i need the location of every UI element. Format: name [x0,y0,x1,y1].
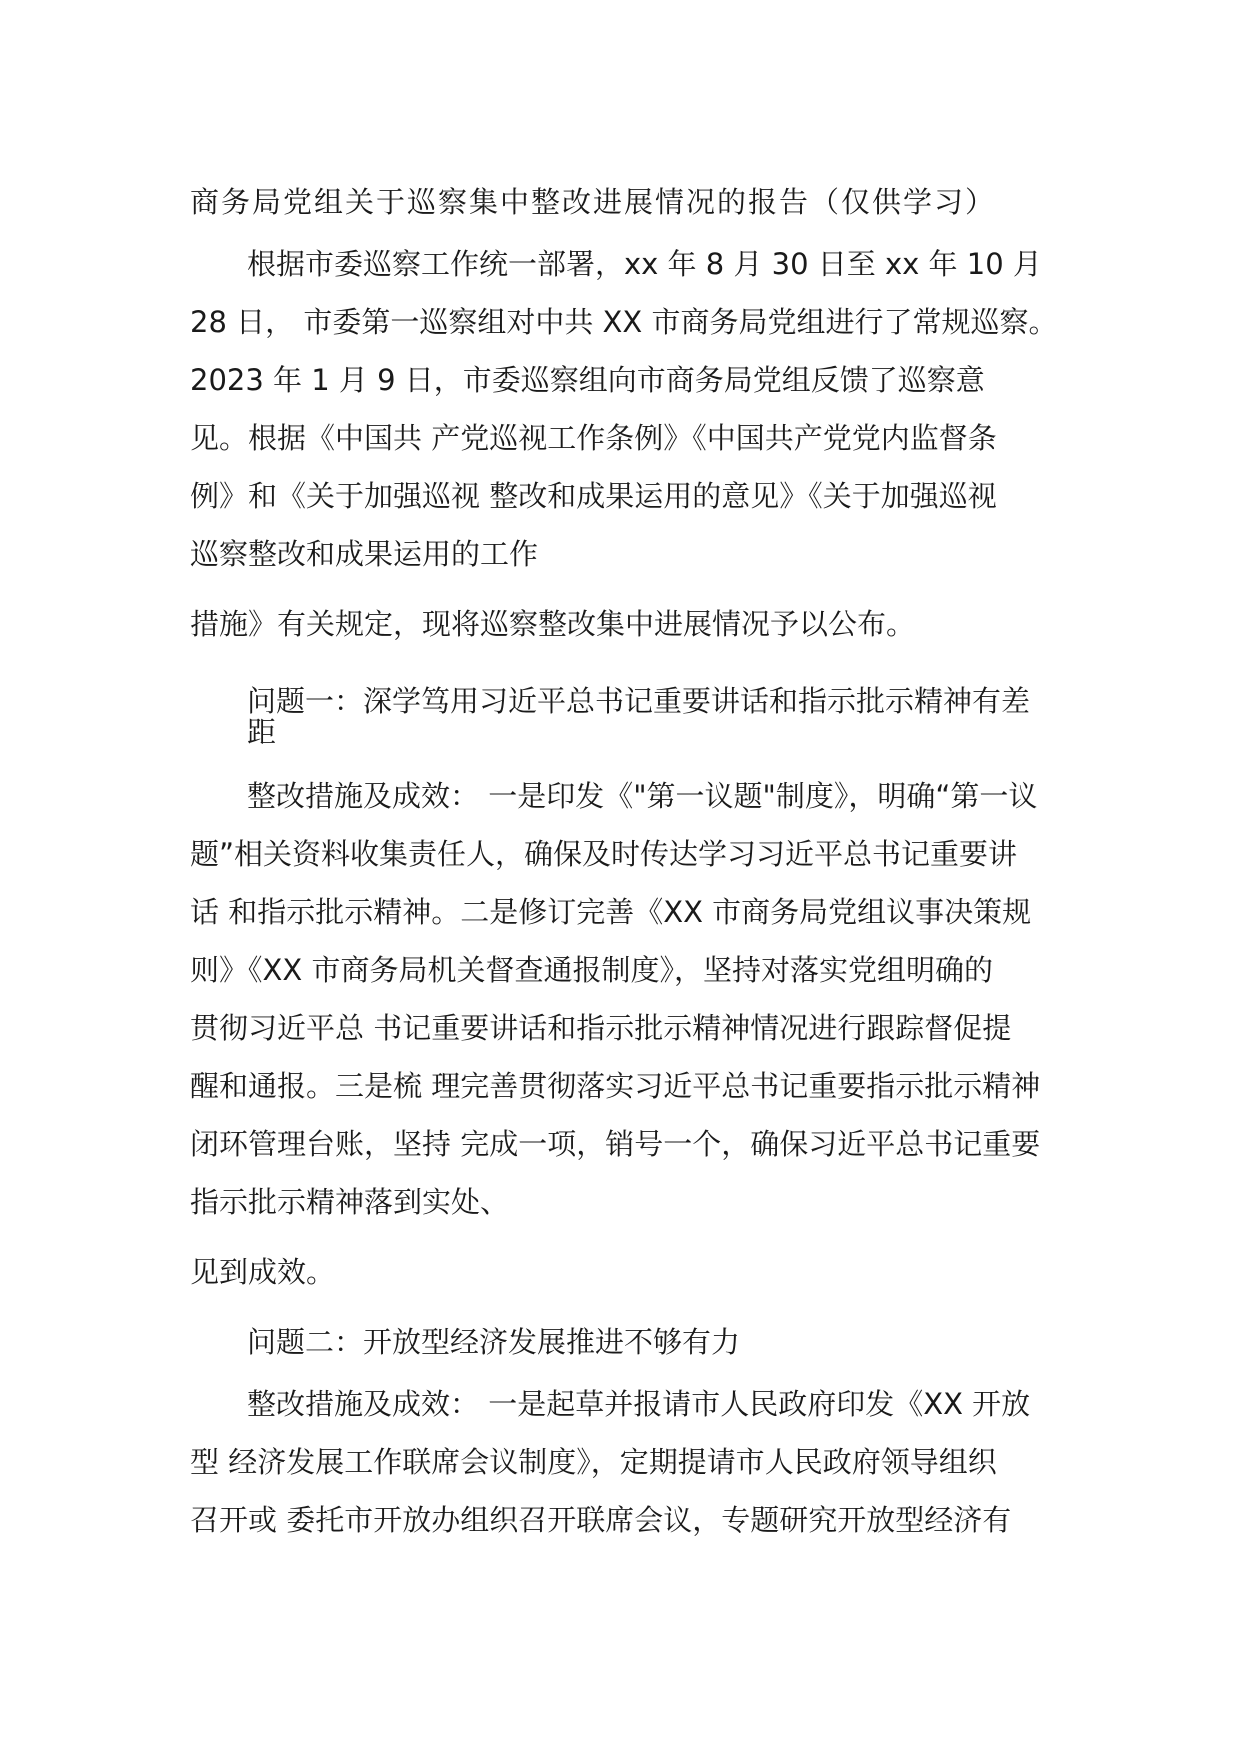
paragraph-line: 根据市委巡察工作统一部署，xx 年 8 月 30 日至 xx 年 10 月 [247,247,1042,281]
paragraph-line: 型 经济发展工作联席会议制度》，定期提请市人民政府领导组织 [190,1445,997,1479]
paragraph-line: 召开或 委托市开放办组织召开联席会议，专题研究开放型经济有 [190,1503,1012,1537]
paragraph-line: 巡察整改和成果运用的工作 [190,537,539,571]
paragraph-line: 则》《XX 市商务局机关督查通报制度》，坚持对落实党组明确的 [190,953,993,987]
issue-heading-continued: 距 [247,715,277,749]
paragraph-line: 指示批示精神落到实处、 [190,1185,510,1219]
paragraph-line: 例》和《关于加强巡视 整改和成果运用的意见》《关于加强巡视 [190,479,997,513]
paragraph-line: 整改措施及成效： 一是印发《"第一议题"制度》，明确“第一议 [247,779,1038,813]
paragraph-line: 见。根据《中国共 产党巡视工作条例》《中国共产党党内监督条 [190,421,997,455]
paragraph-line: 题”相关资料收集责任人，确保及时传达学习习近平总书记重要讲 [190,837,1018,871]
paragraph-line: 措施》有关规定，现将巡察整改集中进展情况予以公布。 [190,607,916,641]
paragraph-line: 28 日， 市委第一巡察组对中共 XX 市商务局党组进行了常规巡察。 [190,305,1058,339]
document-title: 商务局党组关于巡察集中整改进展情况的报告（仅供学习） [190,185,997,219]
paragraph-line: 整改措施及成效： 一是起草并报请市人民政府印发《XX 开放 [247,1387,1031,1421]
paragraph-line: 见到成效。 [190,1255,336,1289]
paragraph-line: 话 和指示批示精神。二是修订完善《XX 市商务局党组议事决策规 [190,895,1032,929]
issue-heading: 问题二：开放型经济发展推进不够有力 [247,1325,741,1359]
paragraph-line: 闭环管理台账，坚持 完成一项，销号一个，确保习近平总书记重要 [190,1127,1041,1161]
paragraph-line: 贯彻习近平总 书记重要讲话和指示批示精神情况进行跟踪督促提 [190,1011,1012,1045]
paragraph-line: 2023 年 1 月 9 日，市委巡察组向市商务局党组反馈了巡察意 [190,363,985,397]
paragraph-line: 醒和通报。三是梳 理完善贯彻落实习近平总书记重要指示批示精神 [190,1069,1041,1103]
issue-heading: 问题一：深学笃用习近平总书记重要讲话和指示批示精神有差 [247,684,1031,718]
